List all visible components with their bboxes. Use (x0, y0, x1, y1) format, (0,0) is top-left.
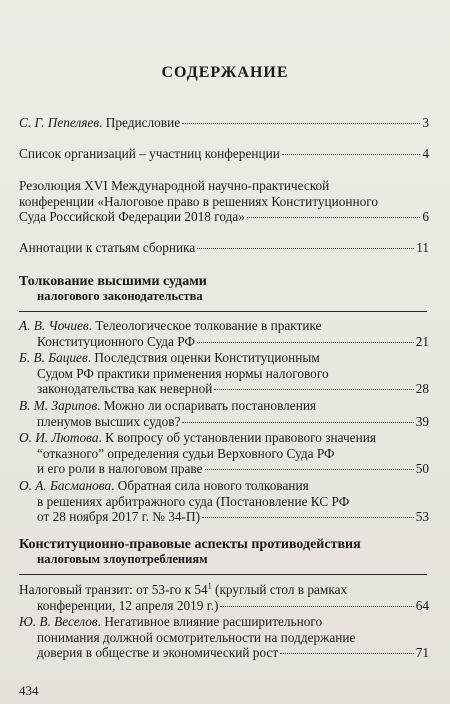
section-line: Толкование высшими судами (19, 274, 207, 289)
toc-entry-resolution (19, 178, 429, 225)
entry-line: от 28 ноября 2017 г. № 34-П) (37, 509, 200, 524)
toc-entry-tax-transit (19, 582, 429, 613)
leader-dots (197, 248, 414, 249)
entry-line: конференции «Налоговое право в решениях Конституционного (19, 193, 379, 209)
toc-entry-basmanova (19, 478, 429, 525)
entry-page: 71 (415, 645, 429, 660)
entry-line: понимания должной осмотрительности на поддержание (37, 629, 356, 645)
toc-entry-batsiev (19, 350, 429, 397)
entry-author: Ю. В. Веселов (19, 614, 98, 629)
entry-line: . Обратная сила нового толкования (111, 478, 309, 493)
leader-dots (205, 469, 414, 470)
leader-dots (197, 342, 414, 343)
leader-dots (202, 517, 414, 518)
entry-page: 28 (415, 381, 429, 396)
leader-dots (220, 606, 413, 607)
section-rule (19, 311, 427, 312)
entry-line: Резолюция XVI Международной научно-практической (19, 178, 330, 193)
leader-dots (182, 422, 413, 423)
entry-page: 3 (422, 115, 429, 130)
section-rule (19, 574, 427, 575)
entry-line: Суда Российской Федерации 2018 года» (19, 209, 245, 224)
leader-dots (247, 217, 420, 218)
leader-dots (182, 123, 420, 124)
entry-line: конференции, 12 апреля 2019 г.) (37, 597, 219, 613)
toc-entry-zaripov (19, 398, 429, 429)
entry-line: (круглый стол в рамках (215, 582, 348, 597)
page-title: СОДЕРЖАНИЕ (161, 64, 289, 81)
entry-line: доверия в обществе и экономический рост (37, 645, 279, 660)
entry-line: Конституционного Суда РФ (37, 333, 195, 349)
section-line: налоговым злоупотреблениям (37, 552, 208, 566)
leader-dots (280, 653, 414, 654)
entry-page: 39 (415, 413, 429, 429)
page-number: 434 (19, 683, 39, 698)
superscript: 1 (207, 581, 212, 591)
entry-author: А. В. Чочиев (19, 318, 89, 333)
entry-author: Б. В. Бациев (19, 350, 88, 365)
entry-author: О. А. Басманова (19, 478, 112, 493)
toc-entry-veselov (19, 614, 429, 661)
leader-dots (282, 154, 421, 155)
entry-line: пленумов высших судов? (37, 413, 181, 429)
entry-title: Список организаций – участниц конференции (19, 146, 280, 161)
entry-page: 53 (415, 509, 429, 524)
toc-entry-annotations (19, 240, 429, 256)
entry-author: О. И. Лютова (19, 430, 99, 445)
entry-page: 6 (422, 209, 429, 224)
entry-line: . Негативное влияние расширительного (97, 614, 323, 629)
entry-page: 50 (415, 461, 429, 476)
entry-line: . Последствия оценки Конституционным (87, 350, 320, 365)
entry-page: 21 (415, 333, 429, 349)
section-heading-2 (19, 537, 429, 567)
entry-line: Судом РФ практики применения нормы налогового (37, 365, 329, 381)
entry-line: . Можно ли оспаривать постановления (97, 398, 317, 413)
toc-entry-organizations (19, 146, 429, 162)
toc-entry-preface (19, 115, 429, 131)
entry-page: 64 (415, 597, 429, 613)
entry-title: Аннотации к статьям сборника (19, 240, 196, 255)
entry-page: 11 (416, 240, 429, 255)
toc-entry-lyutova (19, 430, 429, 477)
entry-line: и его роли в налоговом праве (37, 461, 203, 476)
section-heading-1 (19, 274, 429, 304)
leader-dots (214, 389, 413, 390)
entry-line: . Телеологическое толкование в практике (88, 318, 322, 333)
section-line: Конституционно-правовые аспекты противодействия (19, 537, 361, 552)
entry-line: . К вопросу об установлении правового значения (98, 430, 376, 445)
entry-page: 4 (422, 146, 429, 161)
toc-entry-chochiev (19, 318, 429, 349)
entry-title: . Предисловие (99, 115, 181, 130)
section-line: налогового законодательства (37, 289, 203, 303)
entry-author: В. М. Зарипов (19, 398, 98, 413)
entry-line: Налоговый транзит: от 53-го к 54 (19, 582, 208, 597)
entry-line: в решениях арбитражного суда (Постановление КС РФ (37, 493, 350, 509)
entry-author: С. Г. Пепеляев (19, 115, 100, 130)
entry-line: “отказного” определения судьи Верховного Суда РФ (37, 445, 335, 461)
entry-line: законодательства как неверной (37, 381, 213, 396)
